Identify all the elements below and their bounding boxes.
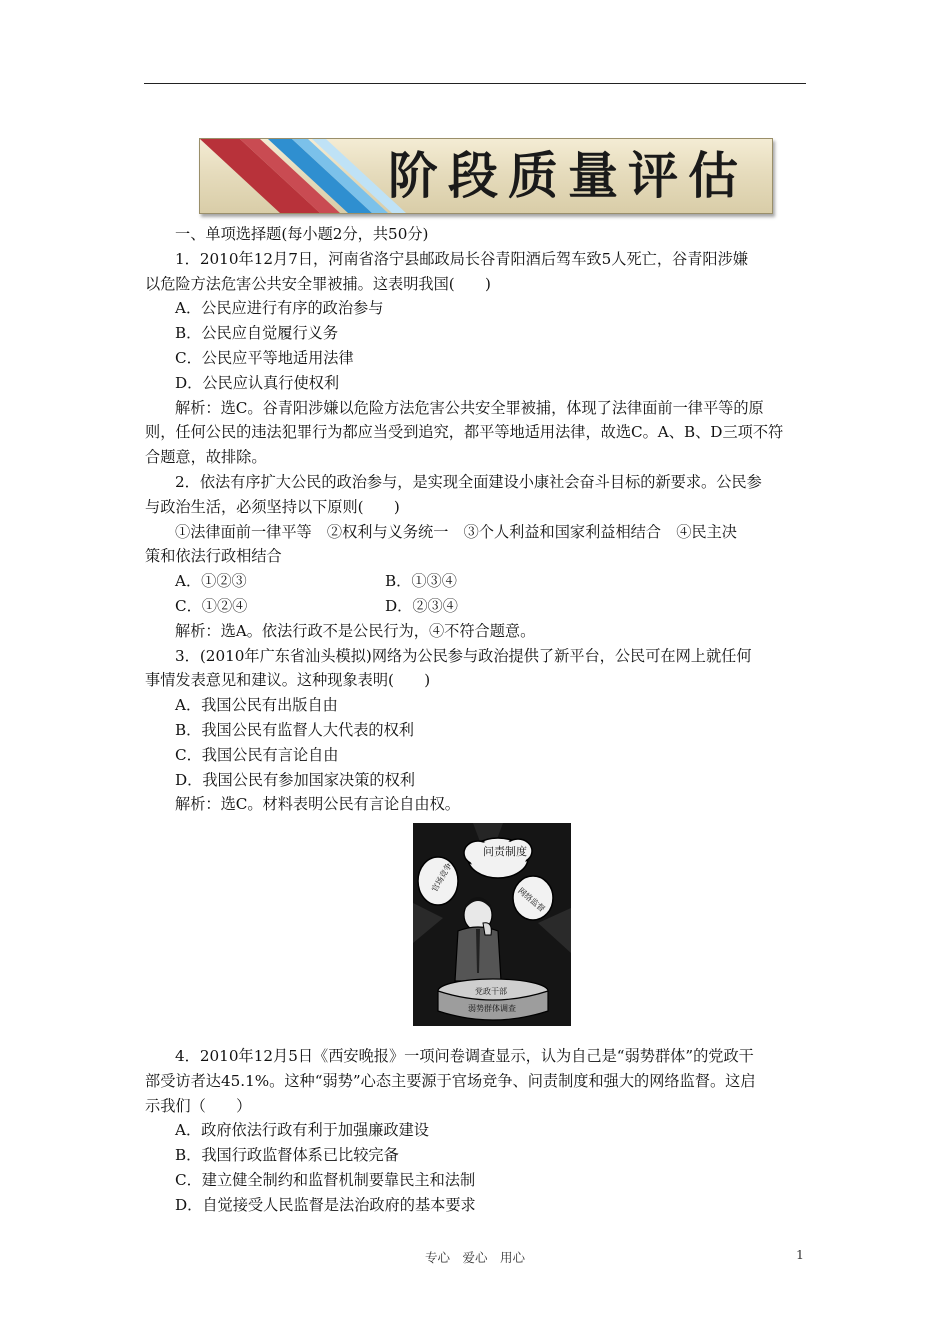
banner-title: 阶段质量评估 xyxy=(388,147,748,205)
cloud-text-top: 问责制度 xyxy=(483,845,527,858)
q3-option-d: D．我国公民有参加国家决策的权利 xyxy=(175,770,415,789)
q2-option-b: B．①③④ xyxy=(385,572,457,591)
q1-option-c: C．公民应平等地适用法律 xyxy=(175,348,354,367)
q3-stem-line: 事情发表意见和建议。这种现象表明( ) xyxy=(145,671,431,690)
q1-stem-line: 1．2010年12月7日，河南省洛宁县邮政局长谷青阳酒后驾车致5人死亡，谷青阳涉嫌 xyxy=(175,249,748,268)
q2-analysis: 解析：选A。依法行政不是公民行为，④不符合题意。 xyxy=(175,621,536,640)
q4-stem-line: 4．2010年12月5日《西安晚报》一项问卷调查显示，认为自己是“弱势群体”的党政干 xyxy=(175,1047,754,1065)
q1-analysis-line: 解析：选C。谷青阳涉嫌以危险方法危害公共安全罪被捕，体现了法律面前一律平等的原 xyxy=(175,398,764,417)
q3-option-b: B．我国公民有监督人大代表的权利 xyxy=(175,720,414,739)
q2-option-c: C．①②④ xyxy=(175,596,248,615)
drum-side-text: 弱势群体调查 xyxy=(468,1004,516,1013)
q1-option-b: B．公民应自觉履行义务 xyxy=(175,324,339,343)
q2-option-d: D．②③④ xyxy=(385,596,458,615)
q1-stem-line: 以危险方法危害公共安全罪被捕。这表明我国( ) xyxy=(145,274,491,293)
page-footer: 专心 爱心 用心 xyxy=(424,1250,525,1265)
q3-analysis: 解析：选C。材料表明公民有言论自由权。 xyxy=(175,795,460,814)
q3-option-a: A．我国公民有出版自由 xyxy=(175,696,338,715)
q4-option-d: D．自觉接受人民监督是法治政府的基本要求 xyxy=(175,1195,476,1214)
q4-option-c: C．建立健全制约和监督机制要靠民主和法制 xyxy=(175,1170,476,1189)
q2-stem-line: 2．依法有序扩大公民的政治参与，是实现全面建设小康社会奋斗目标的新要求。公民参 xyxy=(175,472,762,491)
q4-stem-line: 示我们（ ） xyxy=(145,1096,252,1115)
cloud-text-right: 网络监督 xyxy=(516,886,547,914)
q1-option-d: D．公民应认真行使权利 xyxy=(175,373,340,392)
cartoon-image xyxy=(413,823,571,1026)
q4-stem-line: 部受访者达45.1%。这种“弱势”心态主要源于官场竞争、问责制度和强大的网络监督。这启 xyxy=(145,1071,756,1090)
question-block-2 xyxy=(145,1044,807,1218)
cartoon-illustration xyxy=(413,823,571,1026)
q2-option-a: A．①②③ xyxy=(175,572,247,591)
q2-stem-line: 与政治生活，必须坚持以下原则( ) xyxy=(145,497,400,516)
page-number: 1 xyxy=(796,1247,804,1262)
q2-items-line: 策和依法行政相结合 xyxy=(145,547,282,566)
drum-top-text: 党政干部 xyxy=(475,987,507,996)
q4-option-a: A．政府依法行政有利于加强廉政建设 xyxy=(175,1121,429,1140)
cloud-text-left: 官场竞争 xyxy=(429,861,454,894)
q2-options-row xyxy=(145,569,807,594)
question-block-1 xyxy=(145,222,807,817)
q4-option-b: B．我国行政监督体系已比较完备 xyxy=(175,1146,399,1165)
q3-stem-line: 3．(2010年广东省汕头模拟)网络为公民参与政治提供了新平台，公民可在网上就任何 xyxy=(175,646,752,665)
header-rule xyxy=(144,83,806,84)
section-heading: 一、单项选择题(每小题2分，共50分) xyxy=(175,225,429,243)
q1-analysis-line: 合题意，故排除。 xyxy=(145,448,267,467)
q2-options-row xyxy=(145,594,807,619)
section-banner xyxy=(199,138,773,214)
q1-option-a: A．公民应进行有序的政治参与 xyxy=(175,299,384,318)
q2-items-line: ①法律面前一律平等 ②权利与义务统一 ③个人利益和国家利益相结合 ④民主决 xyxy=(175,522,737,541)
q3-option-c: C．我国公民有言论自由 xyxy=(175,745,339,764)
q1-analysis-line: 则，任何公民的违法犯罪行为都应当受到追究，都平等地适用法律，故选C。A、B、D三项不符 xyxy=(145,423,784,442)
